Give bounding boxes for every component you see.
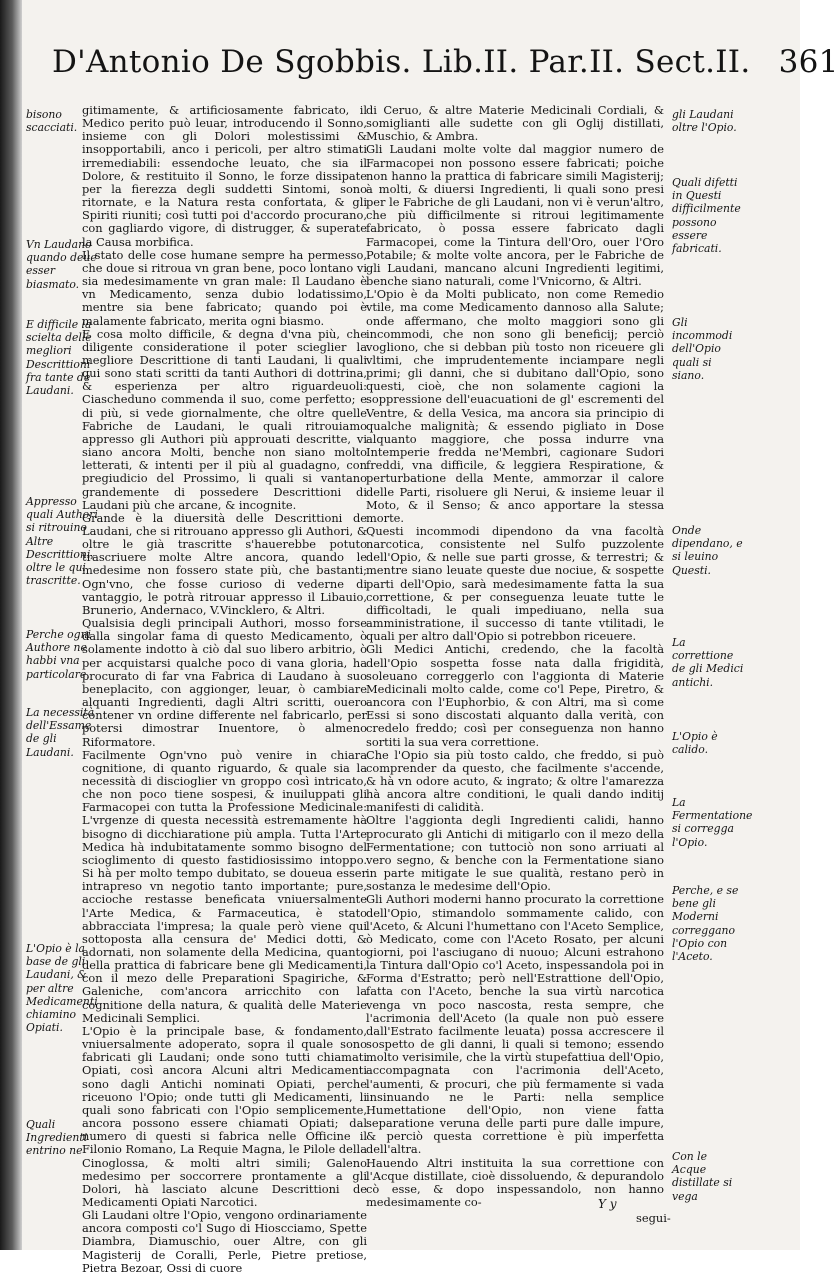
paragraph: Grande è la diuersità delle Descrittioni de Laudani, che si ritrouano appresso gli Authori, & oltre le già trascritte s'hauerebbe potuto trascriuere molte Altre ancora, quando le medesime non fossero state più, che bastanti; Ogn'vno, che fosse curioso di vederne di vantaggio, le potrà ritrouar appresso il Libauio, Brunerio, Andernaco, V.Vincklero, & Altri. [82, 510, 367, 617]
paragraph: Gli Laudani molte volte dal maggior numero de Farmacopei non possono essere fabricati; poiche non hanno la prattica di fabricare simili Magisterij; à molti, & diuersi Ingredienti, li quali sono presi per le Fabriche de gli Laudani, non vi è verun'altro, che più difficilmente si ritroui legitimamente fabricato, ò possa essere fabricato dagli Farmacopei, come la Tintura dell'Oro, ouer l'Oro Potabile; & molte volte ancora, per le Fabriche de gli Laudani, mancano alcuni Ingredienti legitimi, benche siano naturali, come l'Vnicorno, & Altri. [366, 142, 664, 289]
catchword: segui- [636, 1211, 671, 1225]
page-binding-edge [0, 0, 22, 1250]
right-margin-note: La Fermentatione si corregga l'Opio. [672, 796, 753, 849]
paragraph: L'Opio è la principale base, & fondamento, vniuersalmente adoperato, sopra il quale sono fabricati gli Laudani; onde sono tutti chiamati Opiati, così ancora Alcuni altri Medicamenti sono dagli Antichi nominati Opiati, perche riceuono l'Opio; onde tutti gli Medicamenti, li quali sono fabricati con l'Opio semplicemente, ancora possono essere chiamati Opiati; dal numero di questi si fabrica nelle Officine il Filonio Romano, La Requie Magna, le Pilole della Cinoglossa, & molti altri simili; Galeno medesimo per soccorrere prontamente a gli Dolori, hà lasciato alcune Descrittioni de Medicamenti Opiati Narcotici. [82, 1023, 367, 1209]
right-margin-note: L'Opio è calido. [672, 730, 718, 757]
right-margin-note: La correttione de gli Medici antichi. [672, 636, 744, 689]
page-number: 361 [778, 44, 839, 80]
paragraph: Gli Laudani oltre l'Opio, vengono ordinariamente ancora composti co'l Sugo di Hioscciamo, Spette Diambra, Diamuschio, ouer Altre, con gli Magisterij de Coralli, Perle, Pietre pretiose, Pietra Bezoar, Ossi di cuore [82, 1208, 367, 1275]
right-margin-note: Gli incommodi dell'Opio quali si siano. [672, 316, 733, 382]
left-margin-note: L'Opio è la base de gli Laudani, & per altre Medicamenti chiamino Opiati. [26, 942, 98, 1035]
left-text-column [82, 104, 367, 1275]
right-margin-note: Perche, e se bene gli Moderni correggano l'Opio con l'Aceto. [672, 884, 739, 964]
paragraph: Gli Authori moderni hanno procurato la correttione dell'Opio, stimandolo sommamente calido, con l'Aceto, & Alcuni l'humettano con l'Aceto Semplice, ò Medicato, come con l'Aceto Rosato, per alcuni giorni, poi l'asciugano di nuouo; Alcuni estrahono la Tintura dall'Opio co'l Aceto, inspessandola poi in Forma d'Estratto; però nell'Estrattione dell'Opio, fatta con l'Aceto, benche la sua virtù narcotica venga vn poco nascosta, resta sempre, che l'acrimonia dell'Aceto (la quale non può essere dall'Estrato facilmente leuata) possa accrescere il sospetto de gli danni, li quali si temono; essendo molto verisimile, che la virtù stupefattiua dell'Opio, accompagnata con l'acrimonia dell'Aceto, l'aumenti, & procuri, che più fermamente si vada insinuando ne le Parti: nella semplice Humettatione dell'Opio, non viene fatta separatione veruna delle parti pure dalle impure, & perciò questa correttione è più imperfetta dell'altra. [366, 892, 664, 1157]
right-margin-note: Con le Acque distillate si vega [672, 1150, 733, 1203]
paragraph: Questi incommodi dipendono da vna facoltà narcotica, consistente nel Sulfo puzzolente dell'Opio, & nelle sue parti grosse, & terrestri; & mentre siano leuate queste due nociue, & sospette parti dell'Opio, sarà medesimamente fatta la sua correttione, & per conseguenza leuate tutte le difficoltadi, le quali impediuano, nella sua amministratione, il successo di tante vtilitadi, le quali per altro dall'Opio si potrebbon riceuere. [366, 524, 664, 644]
paragraph: L'Opio è da Molti publicato, non come Remedio vtile, ma come Medicamento dannoso alla Salute; onde affermano, che molto maggiori sono gli incommodi, che non sono gli beneficij; perciò vogliono, che si debban più tosto non riceuere gli vltimi, che imprudentemente inciampare negli primi; gli danni, che si dubitano dall'Opio, sono questi, cioè, che non solamente cagioni la soppressione dell'euacuationi de gl' escrementi del Ventre, & della Vesica, ma ancora sia principio di qualche malignità; & essendo pigliato in Dose alquanto maggiore, che possa indurre vna Intemperie fredda ne'Membri, cagionare Sudori freddi, vna difficile, & leggiera Respiratione, & perturbatione della Mente, ammorzar il calore delle Parti, risoluere gli Nerui, & insieme leuar il Moto, & il Senso; & anco apportare la stessa morte. [366, 287, 664, 525]
paragraph: di Ceruo, & altre Materie Medicinali Cordiali, & somiglianti alle sudette con gli Oglij distillati, Muschio, & Ambra. [366, 103, 664, 144]
paragraph: E cosa molto difficile, & degna d'vna più, che diligente consideratione il poter scieglier la megliore Descrittione di tanti Laudani, li quali qui sono stati scritti da tanti Authori di dottrina, & esperienza per altro riguardeuoli: Ciascheduno commenda il suo, come perfetto; e di più, si vede giornalmente, che oltre quelle Fabriche de Laudani, le quali ritrouiamo appresso gli Authori più approuati descritte, vi siano ancora Molti, benche non siano molto letterati, & intenti per il più al guadagno, con pregiudicio del Prossimo, li quali si vantano grandemente di possedere Descrittioni di Laudani più che arcane, & incognite. [82, 326, 367, 512]
paragraph: Che l'Opio sia più tosto caldo, che freddo, si può comprender da questo, che facilmente s'accende, & hà vn odore acuto, & ingrato; & oltre l'amarezza hà ancora altre conditioni, le quali dando inditij manifesti di calidità. [366, 747, 664, 815]
left-margin-note: Perche ogni Authore ne habbi vna particolare. [26, 628, 91, 681]
running-title: D'Antonio De Sgobbis. Lib.II. Par.II. Sect.II. [52, 44, 751, 80]
left-margin-note: La necessità dell'Essame de gli Laudani. [26, 706, 95, 759]
left-margin-note: E difficile la scielta delle megliori Descrittioni fra tante de Laudani. [26, 318, 92, 398]
left-margin-note: Vn Laudano quando deue esser biasmato. [26, 238, 97, 291]
left-margin-note: bisono scacciati. [26, 108, 78, 135]
left-margin-note: Appresso quali Authori si ritrouino Altre Descrittioni, oltre le qui trascritte. [26, 495, 98, 588]
right-text-column [366, 104, 664, 1209]
paragraph: Hauendo Altri instituita la sua correttione con l'Acque distillate, cioè dissoluendo, & depurandolo cò esse, & dopo inspessandolo, non hanno medesimamente co- [366, 1155, 664, 1209]
paragraph: Qualsisia degli principali Authori, mosso forse dalla singolar fama di questo Medicamento, ò solamente indotto à ciò dal suo libero arbitrio, ò per acquistarsi qualche poco di vana gloria, ha procurato di far vna Fabrica di Laudano à suo beneplacito, con aggionger, leuar, ò cambiare alquanti Ingredienti, dagli Altri scritti, ouero contener vn ordine differente nel fabricarlo, per potersi dimostrar Inuentore, ò almeno Riformatore. [82, 616, 367, 749]
paragraph: Oltre l'aggionta degli Ingredienti calidi, hanno procurato gli Antichi di mitigarlo con il mezo della Fermentatione; con tuttociò non sono arriuati al vero segno, & benche con la Fermentatione siano in parte mitigate le sue qualità, restano però in sostanza le medesime dell'Opio. [366, 813, 664, 894]
running-header [52, 44, 839, 80]
signature-mark: Y y [598, 1197, 617, 1211]
paragraph: gitimamente, & artificiosamente fabricato, il Medico perito può leuar, introducendo il Sonno, insieme con gli Dolori molestissimi & insopportabili, anco i pericoli, per altro stimati irremediabili: essendoche leuato, che sia il Dolore, & restituito il Sonno, le forze dissipate per la fierezza degli suddetti Sintomi, sono ritornate, e la Natura resta confortata, & gli Spiriti riuniti; così tutti poi d'accordo procurano, con gagliardo vigore, di distrugger, & superate la Causa morbifica. [82, 103, 367, 249]
right-margin-note: Quali difetti in Questi difficilmente possono essere fabricati. [672, 176, 741, 256]
paragraph: Il stato delle cose humane sempre ha permesso, che doue si ritroua vn gran bene, poco lontano vi sia medesimamente vn gran male: Il Laudano è vn Medicamento, senza dubio lodatissimo, mentre sia bene fabricato; quando poi è malamente fabricato, merita ogni biasmo. [82, 247, 367, 328]
right-margin-note: gli Laudani oltre l'Opio. [672, 108, 737, 135]
paragraph: Facilmente Ogn'vno può venire in chiara cognitione, di quanto riguardo, & quale sia la necessità di discioglier vn groppo così intricato, che non poco tiene sospesi, & inuiluppati gli Farmacopei con tutta la Professione Medicinale: L'vrgenze di questa necessità estremamente hà bisogno di dicchiaratione più ampla. Tutta l'Arte Medica hà indubitatamente sommo bisogno del scioglimento di questo fastidiosissimo intoppo. Si hà per molto tempo dubitato, se doueua esser intrapreso vn negotio tanto importante; pure, accioche restasse beneficata vniuersalmente l'Arte Medica, & Farmaceutica, è stato abbracciata l'impresa; la quale però viene qui sottoposta alla censura de' Medici dotti, & adornati, non solamente della Medicina, quanto della prattica di fabricare bene gli Medicamenti, con il mezo delle Preparationi Spagiriche, & Galeniche, com'ancora arricchito con la cognitione della natura, & qualità delle Materie Medicinali Semplici. [82, 747, 367, 1025]
left-margin-note: Quali Ingredienti entrino ne [26, 1118, 88, 1158]
right-margin-note: Onde dipendano, e si leuino Questi. [672, 524, 743, 577]
paragraph: Gli Medici Antichi, credendo, che la facoltà dell'Opio sospetta fosse nata dalla frigidità, soleuano correggerlo con l'aggionta di Materie Medicinali molto calde, come co'l Pepe, Piretro, & ancora con l'Euphorbio, & con Altri, ma sì come Essi si sono discostati alquanto dalla verità, con credelo freddo; così per conseguenza non hanno sortiti la sua vera correttione. [366, 642, 664, 749]
